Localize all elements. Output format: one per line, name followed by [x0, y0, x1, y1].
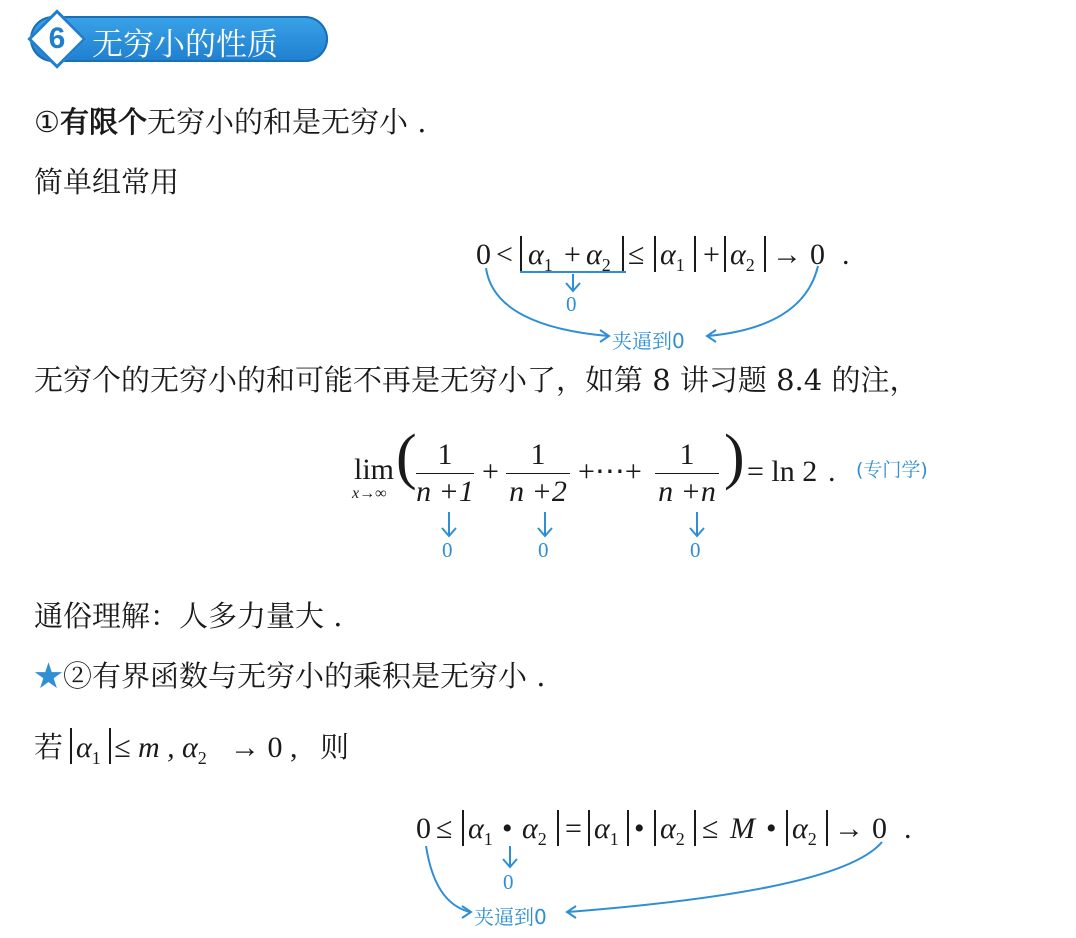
eq3-alpha1-b: $\alpha_1$: [594, 812, 619, 849]
eq1-alpha2-b: $\alpha_2$: [730, 238, 755, 275]
eq2-zero-3: 0: [690, 538, 701, 562]
eq2-left-paren: (: [396, 423, 417, 491]
eq2-period: .: [828, 455, 836, 488]
property-2-marker: ②: [63, 659, 93, 693]
property-1-text: 无穷小的和是无穷小 .: [147, 105, 427, 139]
eq3-M: M: [730, 812, 755, 845]
eq3-under-zero: 0: [503, 870, 514, 894]
eq1-plus-b: +: [703, 238, 720, 271]
eq3-alpha1: $\alpha_1$: [468, 812, 493, 849]
cond-le-m: ≤ m ,: [114, 731, 175, 764]
eq1-alpha2: $\alpha_2$: [586, 238, 611, 275]
condition-ze: 则: [320, 730, 350, 764]
eq2-fraction-3: 1 n +n: [655, 440, 719, 507]
eq2-right-paren: ): [724, 423, 745, 491]
eq3-alpha2-c: $\alpha_2$: [792, 812, 817, 849]
eq2-fraction-1: 1 n +1: [416, 438, 474, 508]
eq2-zero-1: 0: [442, 538, 453, 562]
eq2-zero-2: 0: [538, 538, 549, 562]
eq1-zero-left: 0: [476, 238, 491, 271]
eq2-fraction-2: 1 n +2: [506, 440, 570, 507]
eq1-less-than: <: [496, 238, 513, 271]
eq2-lim: lim: [354, 453, 395, 486]
cond-alpha1: $\alpha_1$: [76, 731, 101, 768]
eq2-dots: +⋯+: [578, 455, 642, 488]
star-icon: ★: [34, 659, 64, 693]
eq3-period: .: [904, 812, 912, 845]
property-1-marker: ①: [34, 105, 60, 139]
cond-alpha2: $\alpha_2$: [182, 731, 207, 768]
eq1-zero-right: 0: [810, 238, 825, 271]
condition-ruo: 若: [34, 730, 64, 764]
eq1-le: ≤: [628, 238, 645, 271]
eq1-alpha1: $\alpha_1$: [528, 238, 553, 275]
eq3-eq: =: [565, 812, 582, 845]
cond-arrow-zero: → 0 ,: [230, 731, 298, 764]
eq3-alpha2: $\alpha_2$: [522, 812, 547, 849]
eq3-squeeze-label: 夹逼到0: [474, 905, 547, 929]
eq3-zero-right: 0: [872, 812, 887, 845]
infinite-sum-note: 无穷个的无穷小的和可能不再是无穷小了，如第 8 讲习题 8.4 的注，: [34, 363, 919, 397]
eq3-dot-c: •: [766, 812, 777, 845]
property-1-bold: 有限个: [60, 105, 148, 139]
plain-understanding: 通俗理解：人多力量大 .: [34, 599, 343, 633]
eq2-lim-sub: x→∞: [352, 485, 387, 502]
eq1-squeeze-label: 夹逼到0: [612, 329, 685, 353]
eq1-under-zero: 0: [566, 292, 577, 316]
eq3-le: ≤: [436, 812, 453, 845]
eq2-rhs: = ln 2: [747, 455, 818, 488]
eq1-plus: +: [564, 238, 581, 271]
eq3-dot-b: •: [634, 812, 645, 845]
eq1-arrow: →: [772, 238, 802, 271]
eq1-period: .: [842, 238, 850, 271]
eq3-alpha2-b: $\alpha_2$: [660, 812, 685, 849]
eq1-alpha1-b: $\alpha_1$: [660, 238, 685, 275]
eq3-arrow: →: [834, 812, 864, 845]
eq3-dot: •: [502, 812, 513, 845]
eq2-plus: +: [482, 455, 499, 488]
eq2-note: (专门学): [856, 459, 928, 481]
section-number: 6: [48, 22, 66, 55]
common-usage-label: 简单组常用: [34, 165, 180, 199]
property-2-text: 有界函数与无穷小的乘积是无穷小 .: [92, 659, 546, 693]
eq3-zero-left: 0: [416, 812, 431, 845]
eq3-le-b: ≤: [702, 812, 719, 845]
section-title: 无穷小的性质: [92, 27, 278, 63]
